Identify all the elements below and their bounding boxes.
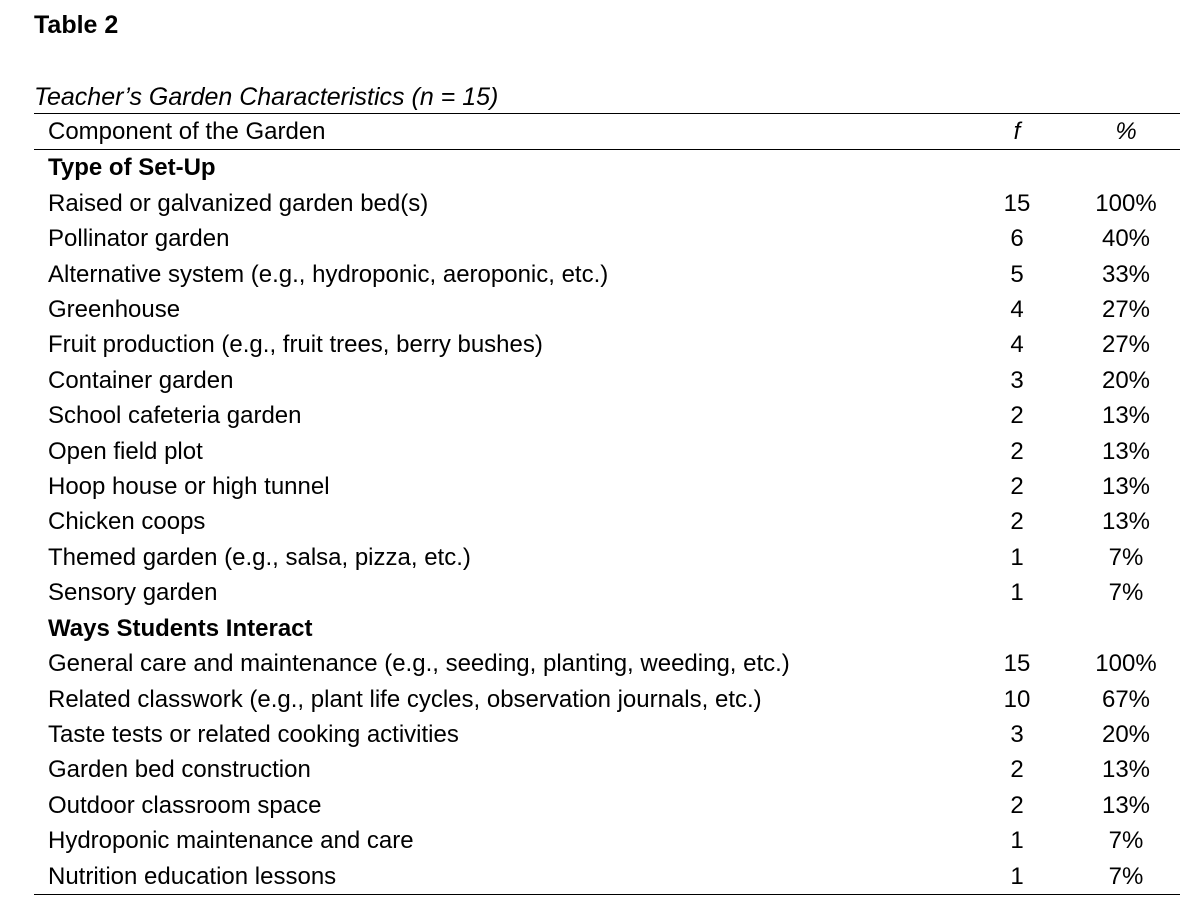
table-title: Teacher’s Garden Characteristics (n = 15) bbox=[34, 83, 499, 111]
component-cell: Themed garden (e.g., salsa, pizza, etc.) bbox=[48, 543, 471, 571]
component-cell: Chicken coops bbox=[48, 508, 206, 536]
table-number: Table 2 bbox=[34, 11, 119, 39]
empty-cell bbox=[962, 150, 1072, 186]
frequency-cell: 6 bbox=[1010, 225, 1024, 253]
percent-cell: 27% bbox=[1101, 331, 1151, 359]
percent-cell: 27% bbox=[1101, 296, 1151, 324]
frequency-cell: 2 bbox=[1010, 402, 1024, 430]
table-row bbox=[34, 540, 1180, 575]
percent-cell: 7% bbox=[1108, 862, 1144, 890]
component-cell: Hydroponic maintenance and care bbox=[48, 827, 414, 855]
table-row bbox=[34, 292, 1180, 327]
garden-characteristics-table bbox=[34, 113, 1180, 895]
component-cell: Container garden bbox=[48, 366, 234, 394]
frequency-cell: 15 bbox=[1003, 189, 1031, 217]
header-row bbox=[34, 114, 1180, 150]
percent-cell: 20% bbox=[1101, 720, 1151, 748]
component-cell: Raised or galvanized garden bed(s) bbox=[48, 189, 429, 217]
header-component: Component of the Garden bbox=[48, 118, 326, 145]
frequency-cell: 2 bbox=[1010, 437, 1024, 465]
component-cell: Outdoor classroom space bbox=[48, 791, 322, 819]
frequency-cell: 4 bbox=[1010, 331, 1024, 359]
percent-cell: 13% bbox=[1101, 756, 1151, 784]
frequency-cell: 2 bbox=[1010, 473, 1024, 501]
component-cell: Pollinator garden bbox=[48, 225, 230, 253]
table-row bbox=[34, 823, 1180, 858]
table-row bbox=[34, 788, 1180, 823]
component-cell: Taste tests or related cooking activities bbox=[48, 720, 459, 748]
percent-cell: 100% bbox=[1095, 650, 1157, 678]
section-heading-row bbox=[34, 611, 1180, 646]
percent-cell: 7% bbox=[1108, 543, 1144, 571]
component-cell: General care and maintenance (e.g., seeding, planting, weeding, etc.) bbox=[48, 650, 790, 678]
component-cell: Open field plot bbox=[48, 437, 203, 465]
percent-cell: 7% bbox=[1108, 827, 1144, 855]
table-row bbox=[34, 575, 1180, 610]
frequency-cell: 5 bbox=[1010, 260, 1024, 288]
frequency-cell: 1 bbox=[1010, 827, 1024, 855]
percent-cell: 13% bbox=[1101, 437, 1151, 465]
table-row bbox=[34, 363, 1180, 398]
table-row bbox=[34, 504, 1180, 539]
frequency-cell: 2 bbox=[1010, 791, 1024, 819]
section-heading: Ways Students Interact bbox=[48, 614, 313, 642]
table-row bbox=[34, 469, 1180, 504]
frequency-cell: 2 bbox=[1010, 508, 1024, 536]
table-body bbox=[34, 150, 1180, 895]
component-cell: School cafeteria garden bbox=[48, 402, 302, 430]
percent-cell: 13% bbox=[1101, 473, 1151, 501]
table-header bbox=[34, 114, 1180, 150]
percent-cell: 33% bbox=[1101, 260, 1151, 288]
table-row bbox=[34, 717, 1180, 752]
frequency-cell: 3 bbox=[1010, 366, 1024, 394]
table-row bbox=[34, 859, 1180, 895]
percent-cell: 20% bbox=[1101, 366, 1151, 394]
percent-cell: 13% bbox=[1101, 508, 1151, 536]
percent-cell: 100% bbox=[1095, 189, 1157, 217]
percent-cell: 7% bbox=[1108, 579, 1144, 607]
section-heading-row bbox=[34, 150, 1180, 186]
frequency-cell: 2 bbox=[1010, 756, 1024, 784]
frequency-cell: 15 bbox=[1003, 650, 1031, 678]
empty-cell bbox=[1072, 611, 1180, 646]
table-row bbox=[34, 398, 1180, 433]
component-cell: Hoop house or high tunnel bbox=[48, 473, 330, 501]
table-row bbox=[34, 646, 1180, 681]
table-row bbox=[34, 221, 1180, 256]
percent-cell: 13% bbox=[1101, 791, 1151, 819]
percent-cell: 40% bbox=[1101, 225, 1151, 253]
component-cell: Garden bed construction bbox=[48, 756, 311, 784]
table-row bbox=[34, 682, 1180, 717]
table-row bbox=[34, 434, 1180, 469]
component-cell: Fruit production (e.g., fruit trees, berry bushes) bbox=[48, 331, 543, 359]
section-heading: Type of Set-Up bbox=[48, 154, 216, 182]
table-row bbox=[34, 752, 1180, 787]
table-row bbox=[34, 327, 1180, 362]
component-cell: Sensory garden bbox=[48, 579, 218, 607]
percent-cell: 13% bbox=[1101, 402, 1151, 430]
percent-cell: 67% bbox=[1101, 685, 1151, 713]
header-percent: % bbox=[1115, 118, 1137, 145]
component-cell: Related classwork (e.g., plant life cycles, observation journals, etc.) bbox=[48, 685, 762, 713]
component-cell: Nutrition education lessons bbox=[48, 862, 337, 890]
frequency-cell: 1 bbox=[1010, 862, 1024, 890]
component-cell: Alternative system (e.g., hydroponic, aeroponic, etc.) bbox=[48, 260, 609, 288]
frequency-cell: 1 bbox=[1010, 543, 1024, 571]
frequency-cell: 4 bbox=[1010, 296, 1024, 324]
empty-cell bbox=[962, 611, 1072, 646]
empty-cell bbox=[1072, 150, 1180, 186]
frequency-cell: 3 bbox=[1010, 720, 1024, 748]
frequency-cell: 10 bbox=[1003, 685, 1031, 713]
table-row bbox=[34, 186, 1180, 221]
header-frequency: f bbox=[1013, 118, 1021, 145]
component-cell: Greenhouse bbox=[48, 296, 181, 324]
table-row bbox=[34, 257, 1180, 292]
frequency-cell: 1 bbox=[1010, 579, 1024, 607]
